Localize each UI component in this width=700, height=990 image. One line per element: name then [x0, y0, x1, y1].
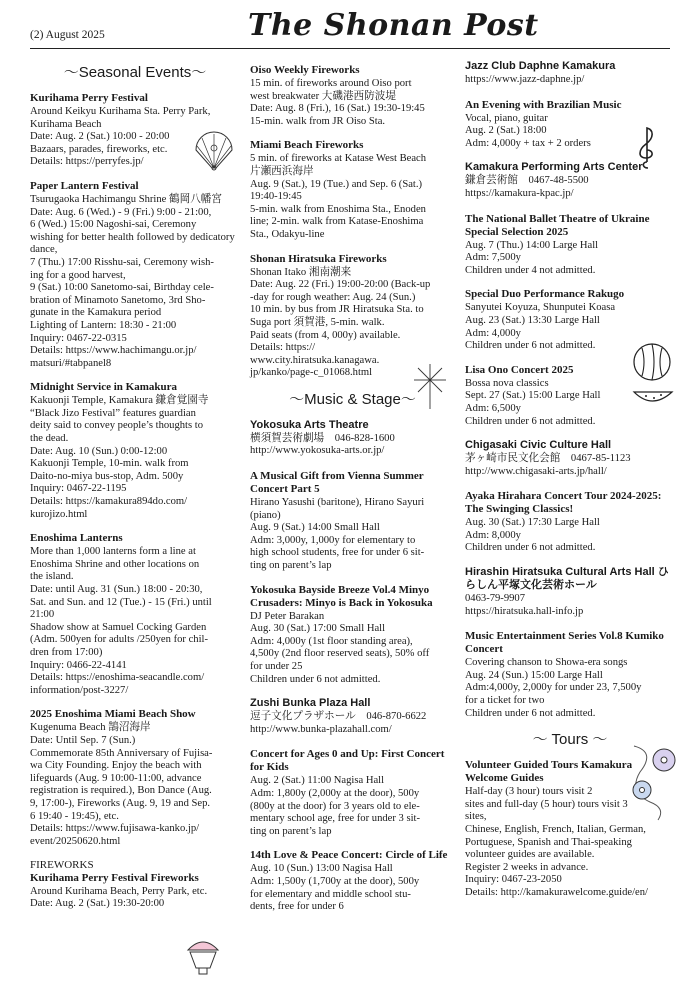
masthead-title: The Shonan Post	[248, 8, 539, 43]
detail-line: Portuguese, Spanish and Thai-speaking	[465, 836, 632, 848]
detail-line: Details: http://kamakurawelcome.guide/en/	[465, 886, 648, 898]
detail-line: https://kamakura-kpac.jp/	[465, 187, 574, 199]
detail-line: kurojizo.html	[30, 508, 88, 520]
detail-line: https://hiratsuka.hall-info.jp	[465, 605, 584, 617]
detail-line: west breakwater 大磯港西防波堤	[250, 90, 396, 102]
event-title: Ayaka Hirahara Concert Tour 2024-2025: The Swinging Classics!	[465, 490, 662, 516]
detail-line: Details: https://www.fujisawa-kanko.jp/	[30, 823, 200, 835]
detail-line: 横須賀芸術劇場 046-828-1600	[250, 432, 395, 444]
morning-glory-icon	[626, 742, 680, 822]
detail-line: 15-min. walk from JR Oiso Sta.	[250, 115, 386, 127]
detail-line: Date: Aug. 10 (Sun.) 0:00-12:00	[30, 445, 168, 457]
venue-details	[250, 711, 455, 736]
detail-line: (piano)	[250, 509, 281, 521]
venue-details	[465, 175, 675, 200]
event-item	[250, 64, 455, 128]
event-details	[250, 78, 455, 128]
firework-burst-icon	[410, 360, 450, 410]
detail-line: Details: https://enoshima-seacandle.com/	[30, 672, 205, 684]
detail-line: Enoshima Shrine and other locations on	[30, 558, 200, 570]
detail-line: for a ticket for two	[465, 695, 545, 707]
detail-line: DJ Peter Barakan	[250, 610, 325, 622]
detail-line: lifeguards (Aug. 9 10:00-11:00, advance	[30, 772, 202, 784]
event-details	[250, 775, 455, 838]
detail-line: wishing for better health followed by dedicatory	[30, 231, 235, 243]
venue-name: Zushi Bunka Plaza Hall	[250, 697, 371, 710]
event-title: A Musical Gift from Vienna Summer Concert Part 5	[250, 470, 424, 496]
detail-line: (800y at the door) for 3 years old to ele-	[250, 800, 420, 812]
detail-line: Aug. 10 (Sun.) 13:00 Nagisa Hall	[250, 863, 393, 875]
detail-line: Details: https://perryfes.jp/	[30, 156, 144, 168]
detail-line: http://www.chigasaki-arts.jp/hall/	[465, 465, 607, 477]
detail-line: Kugenuma Beach 鵠沼海岸	[30, 722, 151, 734]
detail-line: ing for a good harvest,	[30, 269, 126, 281]
event-title: Lisa Ono Concert 2025	[465, 363, 574, 376]
event-item	[30, 708, 240, 848]
event-details	[30, 395, 240, 521]
detail-line: Inquiry: 0466-22-4141	[30, 659, 127, 671]
event-details	[30, 722, 240, 848]
detail-line: Details: https://www.hachimangu.or.jp/	[30, 345, 197, 357]
detail-line: 0463-79-9907	[465, 593, 526, 605]
detail-line: Inquiry: 0467-23-2050	[465, 874, 562, 886]
detail-line: jp/kanko/page-c_01068.html	[250, 367, 373, 379]
event-details	[465, 517, 675, 555]
event-title: Concert for Ages 0 and Up: First Concert for Kids	[250, 748, 445, 774]
detail-line: dents, free for under 6	[250, 901, 344, 913]
detail-line: 9, 17:00-), Fireworks (Aug. 9, 19 and Sep.	[30, 797, 211, 809]
detail-line: Children under 6 not admitted.	[465, 542, 596, 554]
section-title-music-stage: ～Music & Stage～	[289, 390, 416, 408]
detail-line: dren from 17:00)	[30, 646, 103, 658]
event-kumiko-concert	[465, 630, 675, 720]
detail-line: event/20250620.html	[30, 835, 121, 847]
fireworks-events-list	[250, 64, 455, 380]
detail-line: 4,500y (2nd floor reserved seats), 50% off	[250, 648, 430, 660]
event-item	[30, 180, 240, 370]
detail-line: Aug. 24 (Sun.) 15:00 Large Hall	[465, 669, 603, 681]
venue-details	[465, 74, 675, 87]
detail-line: Children under 6 not admitted.	[465, 707, 596, 719]
detail-line: Details: https://	[250, 342, 316, 354]
detail-line: 5 min. of fireworks at Katase West Beach	[250, 153, 427, 165]
event-details	[30, 886, 240, 911]
column-seasonal-events	[30, 54, 240, 922]
detail-line: Bossa nova classics	[465, 377, 549, 389]
detail-line: Shonan Itako 湘南潮来	[250, 266, 352, 278]
venue-name: Kamakura Performing Arts Center	[465, 161, 643, 174]
detail-line: Adm: 4,000y	[465, 327, 521, 339]
seasonal-events-list	[30, 92, 240, 848]
detail-line: Adm:4,000y, 2,000y for under 23, 7,500y	[465, 682, 642, 694]
section-title-tours: ～ Tours ～	[532, 731, 608, 749]
detail-line: Date: Aug. 22 (Fri.) 19:00-20:00 (Back-up	[250, 279, 431, 291]
detail-line: https://www.jazz-daphne.jp/	[465, 74, 585, 85]
event-title: Kurihama Perry Festival	[30, 92, 148, 104]
detail-line: Adm: 6,500y	[465, 402, 521, 414]
detail-line: Aug. 9 (Sat.) 14:00 Small Hall	[250, 522, 380, 534]
detail-line: 7 (Thu.) 17:00 Risshu-sai, Ceremony wish-	[30, 256, 214, 268]
detail-line: Adm: 4,000y (1st floor standing area),	[250, 635, 413, 647]
event-title: Paper Lantern Festival	[30, 179, 139, 192]
detail-line: Vocal, piano, guitar	[465, 112, 548, 124]
venue-name: Hirashin Hiratsuka Cultural Arts Hall ひらしん平塚文化芸術ホール	[465, 566, 669, 592]
event-item	[250, 139, 455, 241]
event-title: Kurihama Perry Festival Fireworks	[30, 871, 199, 884]
event-title: 2025 Enoshima Miami Beach Show	[30, 708, 196, 721]
detail-line: Children under 6 not admitted.	[465, 340, 596, 352]
detail-line: 10 min. by bus from JR Hiratsuka Sta. to	[250, 304, 424, 316]
venue-details	[250, 433, 455, 458]
detail-line: Adm: 7,500y	[465, 252, 521, 264]
detail-line: Aug. 9 (Sat.), 19 (Tue.) and Sep. 6 (Sat.)	[250, 178, 423, 190]
detail-line: Covering chanson to Showa-era songs	[465, 657, 628, 669]
detail-line: http://www.yokosuka-arts.or.jp/	[250, 445, 385, 457]
detail-line: Adm: 1,500y (1,700y at the door), 500y	[250, 875, 420, 887]
detail-line: ting on parent’s lap	[250, 825, 332, 837]
venue-chigasaki	[465, 439, 675, 478]
detail-line: sites and full-day (5 hour) tours visit 3	[465, 798, 628, 810]
event-title: 14th Love & Peace Concert: Circle of Life	[250, 849, 448, 862]
event-item	[30, 381, 240, 521]
fireworks-label: FIREWORKS	[30, 859, 94, 872]
detail-line: Aug. 2 (Sat.) 18:00	[465, 125, 547, 137]
detail-line: 6 (Wed.) 15:00 Nagoshi-sai, Ceremony	[30, 219, 197, 231]
watermelon-icon	[628, 340, 676, 414]
detail-line: gunate in the Kamakura period	[30, 307, 162, 319]
header-rule	[30, 48, 670, 49]
detail-line: Date: Aug. 2 (Sat.) 19:30-20:00	[30, 898, 165, 910]
detail-line: Kakuonji Temple, 10-min. walk from	[30, 458, 189, 470]
event-item	[465, 213, 675, 278]
detail-line: Hirano Yasushi (baritone), Hirano Sayuri	[250, 497, 425, 509]
detail-line: Date: Until Sep. 7 (Sun.)	[30, 734, 136, 746]
event-details	[250, 497, 455, 573]
venue-details	[465, 593, 675, 618]
event-details	[30, 546, 240, 697]
detail-line: 6 19:40 - 19:45), etc.	[30, 810, 119, 822]
detail-line: Kakuonji Temple, Kamakura 鎌倉覚園寺	[30, 395, 209, 407]
detail-line: Adm: 3,000y, 1,000y for elementary to	[250, 534, 416, 546]
detail-line: http://www.bunka-plazahall.com/	[250, 723, 392, 735]
zushi-events-list	[250, 748, 455, 913]
detail-line: matsuri/#tabpanel8	[30, 357, 112, 369]
detail-line: for under 25	[250, 661, 303, 672]
detail-line: Half-day (3 hour) tours visit 2	[465, 786, 593, 798]
detail-line: 9 (Sat.) 10:00 Sanetomo-sai, Birthday cele-	[30, 282, 214, 294]
detail-line: (Adm. 500yen for adults /250yen for chil-	[30, 634, 208, 646]
detail-line: Register 2 weeks in advance.	[465, 861, 589, 873]
column-middle	[250, 64, 455, 925]
detail-line: Tsurugaoka Hachimangu Shrine 鶴岡八幡宮	[30, 193, 222, 205]
detail-line: high school students, free for under 6 sit-	[250, 547, 425, 559]
detail-line: Adm: 8,000y	[465, 529, 521, 541]
detail-line: Sept. 27 (Sat.) 15:00 Large Hall	[465, 390, 601, 402]
detail-line: 21:00	[30, 609, 55, 621]
detail-line: 鎌倉芸術館 0467-48-5500	[465, 175, 589, 187]
detail-line: Aug. 30 (Sat.) 17:30 Large Hall	[465, 517, 600, 529]
detail-line: Children under 6 not admitted.	[250, 673, 381, 685]
event-details	[465, 657, 675, 720]
detail-line: Sanyutei Koyuza, Shunputei Koasa	[465, 302, 616, 314]
detail-line: Date: until Aug. 31 (Sun.) 18:00 - 20:30,	[30, 584, 203, 595]
detail-line: 19:40-19:45	[250, 191, 302, 203]
venue-daphne	[465, 60, 675, 87]
detail-line: Adm: 1,800y (2,000y at the door), 500y	[250, 787, 420, 799]
detail-line: Around Kurihama Beach, Perry Park, etc.	[30, 885, 208, 897]
event-title: Special Duo Performance Rakugo	[465, 288, 625, 301]
detail-line: 片瀬西浜海岸	[250, 165, 314, 177]
detail-line: Commemorate 85th Anniversary of Fujisa-	[30, 747, 213, 759]
event-kurihama-fireworks	[30, 872, 240, 911]
detail-line: 茅ヶ崎市民文化会館 0467-85-1123	[465, 453, 631, 465]
detail-line: Daito-no-miya bus-stop, Adm. 500y	[30, 470, 184, 482]
detail-line: bration of Minamoto Sanetomo, 3rd Sho-	[30, 294, 206, 306]
event-details	[250, 153, 455, 241]
event-item	[250, 748, 455, 838]
detail-line: Shadow show at Samuel Cocking Garden	[30, 621, 207, 633]
detail-line: Aug. 2 (Sat.) 11:00 Nagisa Hall	[250, 775, 385, 787]
event-item	[250, 470, 455, 573]
venue-details	[465, 453, 675, 478]
detail-line: Lighting of Lantern: 18:30 - 21:00	[30, 319, 177, 331]
detail-line: mentary school age, free for under 3 sit-	[250, 813, 421, 825]
detail-line: information/post-3227/	[30, 684, 129, 696]
event-details	[250, 611, 455, 687]
detail-line: wa City Founding. Enjoy the beach with	[30, 760, 202, 772]
event-title: The National Ballet Theatre of Ukraine Special Selection 2025	[465, 212, 650, 238]
page-header	[0, 0, 700, 52]
event-title: Music Entertainment Series Vol.8 Kumiko Concert	[465, 630, 664, 656]
detail-line: Date: Aug. 8 (Fri.), 16 (Sat.) 19:30-19:45	[250, 103, 425, 115]
event-title: Volunteer Guided Tours Kamakura Welcome Guides	[465, 759, 633, 785]
detail-line: -day for rough weather: Aug. 24 (Sun.)	[250, 291, 416, 303]
detail-line: Sta., Odakyu-line	[250, 228, 325, 240]
detail-line: line; 2-min. walk from Katase-Enoshima	[250, 216, 424, 228]
detail-line: www.city.hiratsuka.kanagawa.	[250, 354, 380, 366]
event-title: Yokosuka Bayside Breeze Vol.4 Minyo Crusaders: Minyo is Back in Yokosuka	[250, 583, 433, 609]
venue-yokosuka	[250, 419, 455, 458]
folding-fan-icon	[192, 128, 236, 174]
detail-line: deity said to convey people’s thoughts to	[30, 420, 204, 432]
event-title: Enoshima Lanterns	[30, 532, 123, 545]
section-title-seasonal: ～Seasonal Events～	[63, 64, 207, 81]
venue-hirashin	[465, 566, 675, 618]
detail-line: Inquiry: 0467-22-1195	[30, 483, 127, 495]
yokosuka-events-list	[250, 470, 455, 686]
detail-line: Adm: 4,000y + tax + 2 orders	[465, 137, 591, 149]
detail-line: Aug. 7 (Thu.) 14:00 Large Hall	[465, 239, 599, 251]
event-details	[250, 863, 455, 913]
venue-zushi	[250, 697, 455, 736]
venue-name: Jazz Club Daphne Kamakura	[465, 60, 616, 72]
detail-line: Chinese, English, French, Italian, German,	[465, 824, 646, 835]
detail-line: Date: Aug. 2 (Sat.) 10:00 - 20:00	[30, 131, 170, 143]
event-details	[30, 194, 240, 370]
shaved-ice-icon	[182, 932, 224, 978]
detail-line: volunteer guides are available.	[465, 849, 595, 861]
venue-name: Chigasaki Civic Culture Hall	[465, 439, 612, 452]
detail-line: Kurihama Beach	[30, 118, 102, 130]
detail-line: 15 min. of fireworks around Oiso port	[250, 78, 412, 89]
detail-line: Inquiry: 0467-22-0315	[30, 332, 127, 344]
detail-line: Around Keikyu Kurihama Sta. Perry Park,	[30, 106, 211, 117]
issue-date: (2) August 2025	[30, 29, 105, 41]
event-ayaka-hirahara	[465, 490, 675, 555]
detail-line: ting on parent’s lap	[250, 560, 332, 572]
detail-line: for elementary and middle school stu-	[250, 888, 411, 900]
event-title: Miami Beach Fireworks	[250, 139, 364, 152]
detail-line: Details: https://kamakura894do.com/	[30, 496, 188, 508]
detail-line: registration is required.), Bon Dance (Aug.	[30, 785, 212, 797]
event-title: An Evening with Brazilian Music	[465, 98, 622, 111]
treble-clef-icon	[632, 124, 662, 172]
detail-line: the dead.	[30, 433, 69, 445]
detail-line: the island.	[30, 571, 74, 583]
detail-line: Bazaars, parades, fireworks, etc.	[30, 143, 168, 155]
detail-line: dance,	[30, 244, 58, 256]
detail-line: Paid seats (from 4, 000y) available.	[250, 329, 401, 341]
detail-line: Sat. and Sun. and 12 (Tue.) - 15 (Fri.) until	[30, 596, 212, 608]
event-item	[250, 584, 455, 687]
venue-name: Yokosuka Arts Theatre	[250, 418, 369, 431]
event-item	[30, 532, 240, 697]
detail-line: Children under 4 not admitted.	[465, 264, 596, 276]
event-title: Oiso Weekly Fireworks	[250, 64, 360, 76]
event-title: Midnight Service in Kamakura	[30, 381, 177, 394]
detail-line: Date: Aug. 6 (Wed.) - 9 (Fri.) 9:00 - 21:00,	[30, 206, 212, 218]
detail-line: Aug. 30 (Sat.) 17:00 Small Hall	[250, 623, 386, 635]
detail-line: Suga port 須賀港, 5-min. walk.	[250, 316, 385, 328]
detail-line: “Black Jizo Festival” features guardian	[30, 407, 196, 419]
detail-line: More than 1,000 lanterns form a line at	[30, 546, 196, 558]
detail-line: 逗子文化プラザホール 046-870-6622	[250, 711, 427, 723]
detail-line: Aug. 23 (Sat.) 13:30 Large Hall	[465, 314, 600, 326]
detail-line: sites,	[465, 811, 487, 823]
event-item	[250, 849, 455, 913]
event-details	[465, 240, 675, 278]
event-title: Shonan Hiratsuka Fireworks	[250, 252, 387, 265]
detail-line: 5-min. walk from Enoshima Sta., Enoden	[250, 203, 426, 215]
detail-line: Children under 6 not admitted.	[465, 415, 596, 427]
